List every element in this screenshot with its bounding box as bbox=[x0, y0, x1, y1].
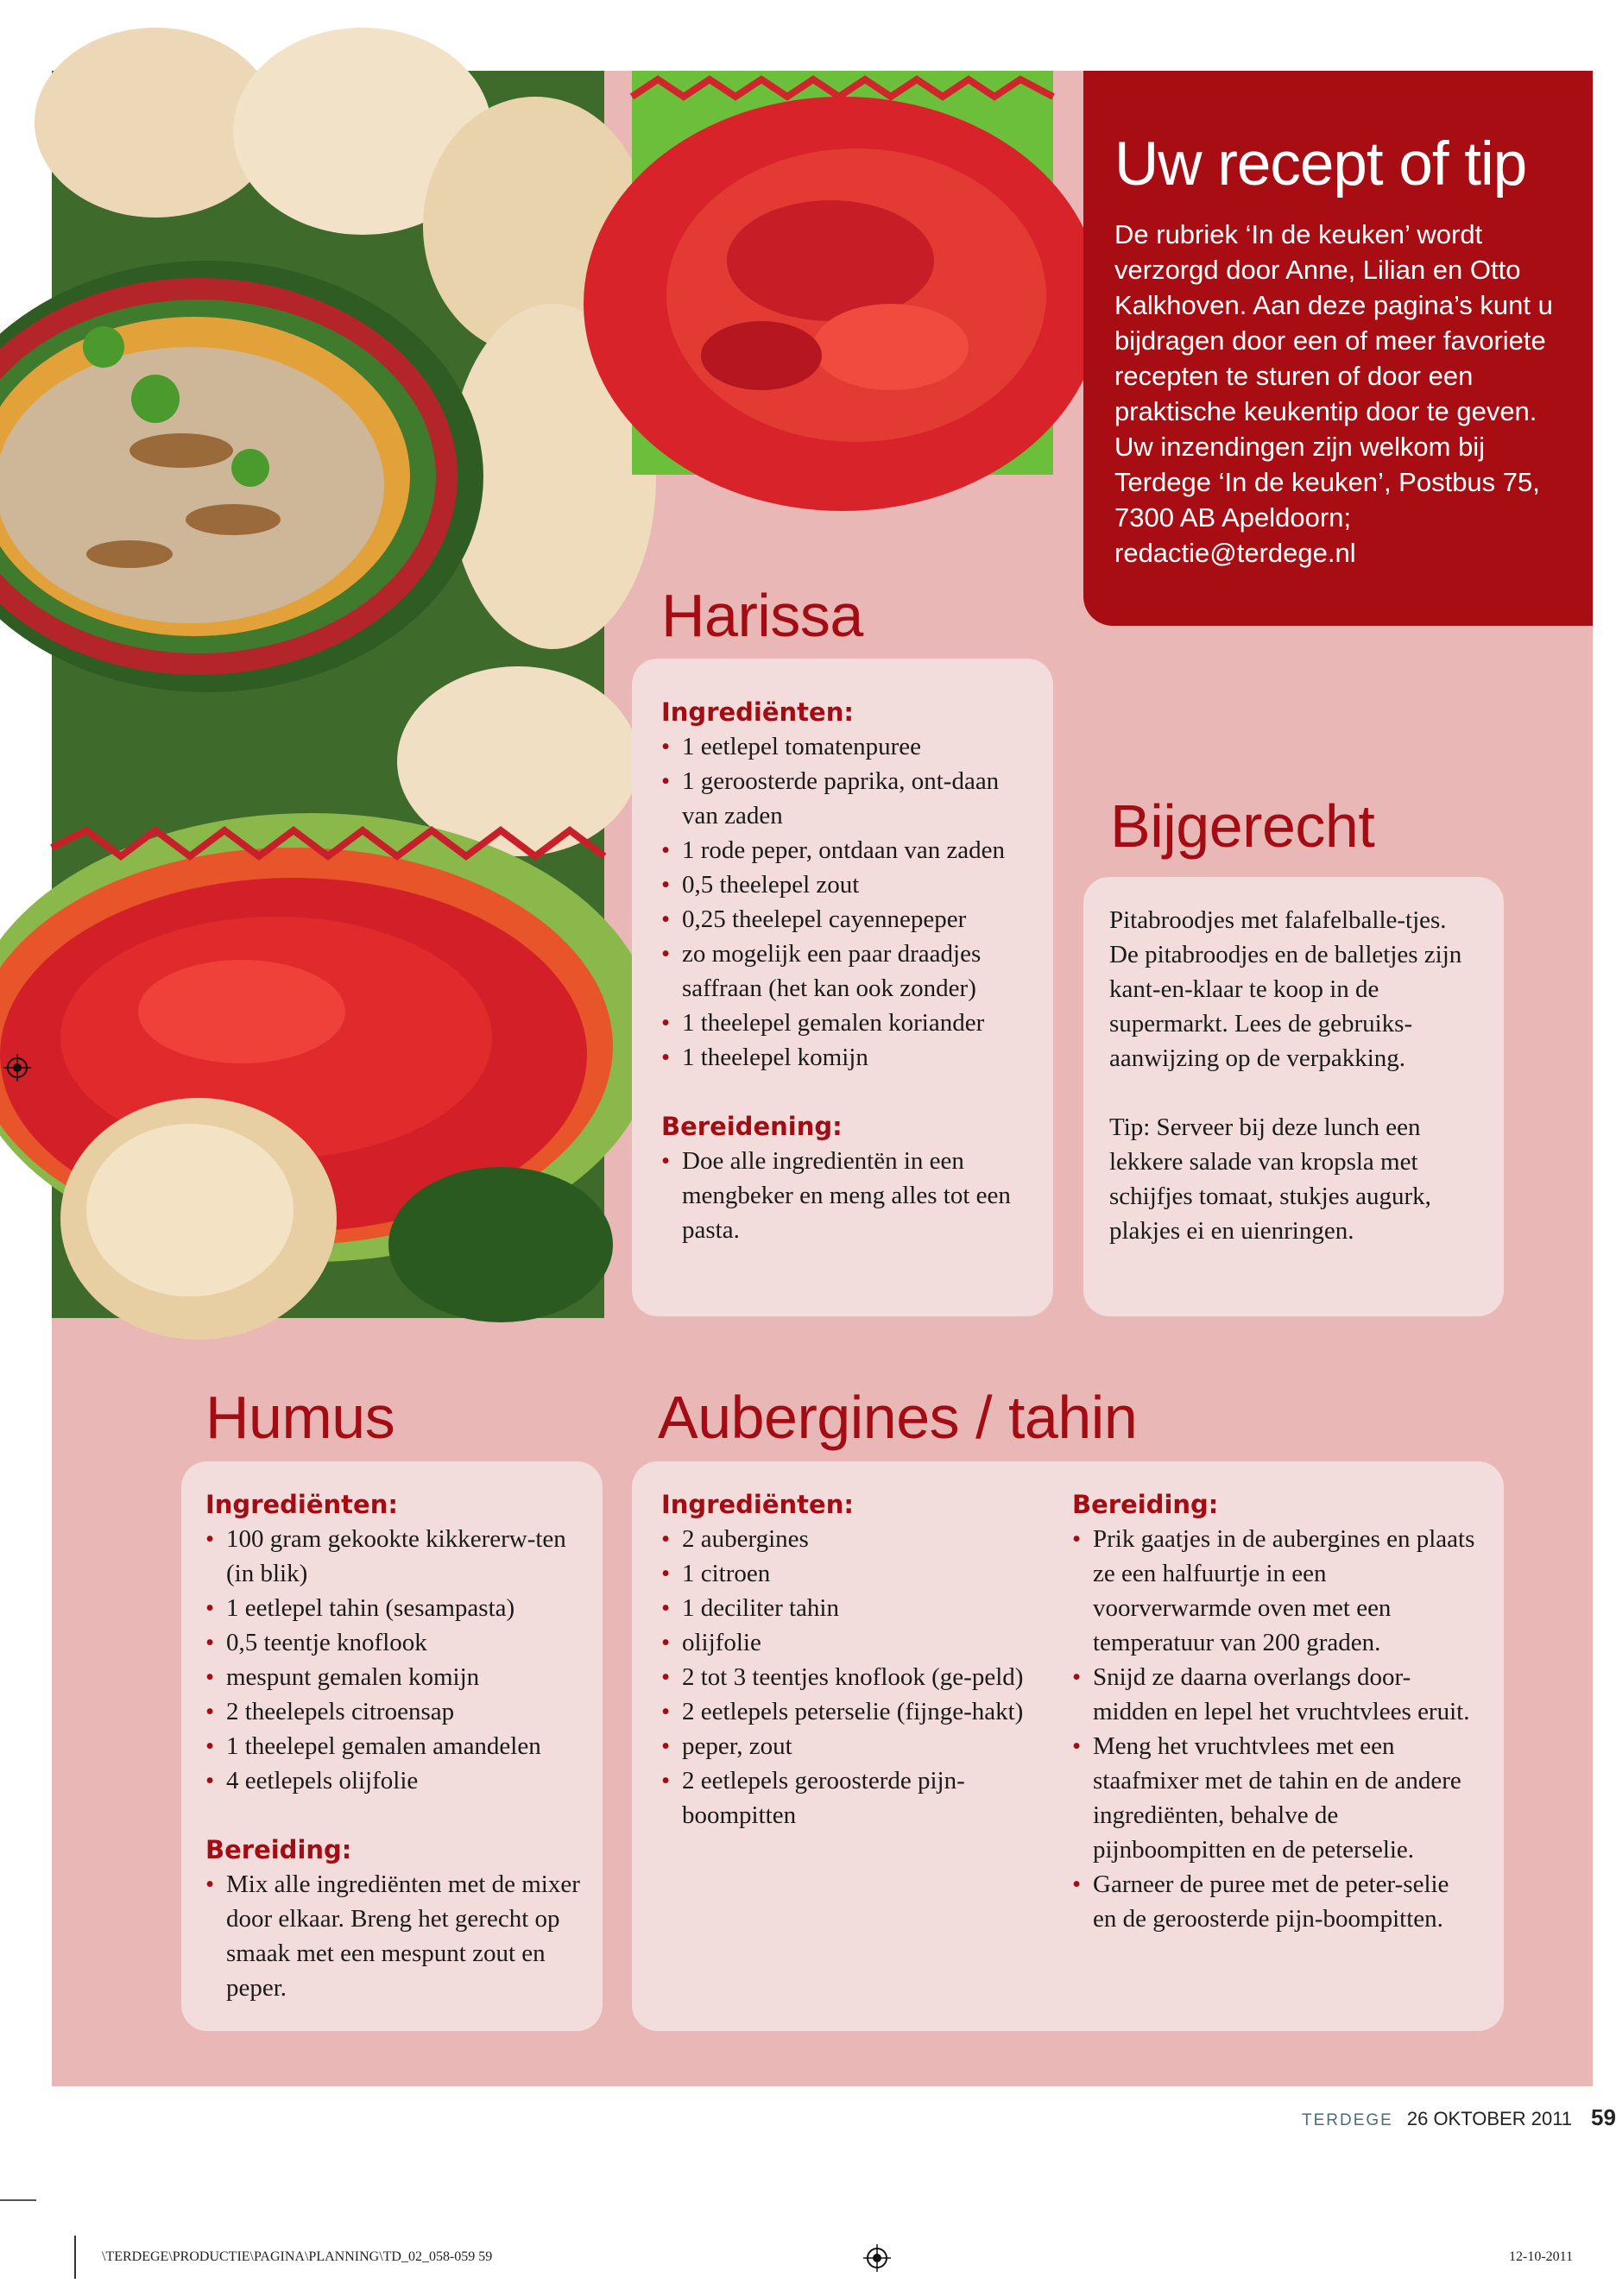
bijgerecht-dish: Pitabroodjes met falafelballe-tjes. bbox=[1109, 906, 1447, 934]
list-item: • zo mogelijk een paar draadjes saffraan (het kan ook zonder) bbox=[661, 937, 1029, 1006]
list-item: • 2 theelepels citroensap bbox=[205, 1694, 582, 1729]
food-photo-humus-harissa bbox=[52, 71, 604, 1318]
aubergines-title: Aubergines / tahin bbox=[658, 1384, 1138, 1451]
list-item: • Meng het vruchtvlees met een staafmixer met de tahin en de andere ingrediënten, behalve de pijnboompitten en de peterselie. bbox=[1072, 1729, 1478, 1867]
list-item: • 0,5 teentje knoflook bbox=[205, 1625, 582, 1660]
humus-preparation-label: Bereiding: bbox=[205, 1835, 352, 1864]
harissa-photo-illustration bbox=[632, 71, 1053, 475]
list-item: • 100 gram gekookte kikkererw-ten (in blik) bbox=[205, 1522, 582, 1591]
aubergines-preparation-label: Bereiding: bbox=[1072, 1490, 1219, 1519]
list-item: • Garneer de puree met de peter-selie en de geroosterde pijn-boompitten. bbox=[1072, 1867, 1478, 1936]
footer-brand: TERDEGE bbox=[1302, 2111, 1393, 2129]
list-item: • olijfolie bbox=[661, 1625, 1032, 1660]
aubergines-ingredients-column bbox=[661, 1487, 1032, 1832]
bijgerecht-title: Bijgerecht bbox=[1110, 792, 1375, 860]
footer-date: 26 OKTOBER 2011 bbox=[1406, 2108, 1573, 2129]
list-item: • 1 theelepel gemalen koriander bbox=[661, 1006, 1029, 1040]
list-item: • 2 eetlepels geroosterde pijn-boompitten bbox=[661, 1763, 1032, 1832]
slug-path: \TERDEGE\PRODUCTIE\PAGINA\PLANNING\TD_02_058-059 59 bbox=[102, 2249, 493, 2264]
humus-preparation-list bbox=[205, 1867, 582, 2005]
list-item: • Doe alle ingredientën in een mengbeker en meng alles tot een pasta. bbox=[661, 1144, 1029, 1247]
list-item: • 2 tot 3 teentjes knoflook (ge-peld) bbox=[661, 1660, 1032, 1694]
food-photo-illustration bbox=[52, 71, 604, 1318]
aubergines-preparation-column bbox=[1072, 1487, 1478, 1936]
list-item: • 1 geroosterde paprika, ont-daan van zaden bbox=[661, 764, 1029, 833]
list-item: • Prik gaatjes in de aubergines en plaats ze een halfuurtje in een voorverwarmde oven met een temperatuur van 200 graden. bbox=[1072, 1522, 1478, 1660]
list-item: • 0,25 theelepel cayennepeper bbox=[661, 902, 1029, 937]
registration-mark-icon bbox=[3, 1054, 31, 1082]
humus-ingredients-list bbox=[205, 1522, 582, 1798]
harissa-preparation-label: Bereidening: bbox=[661, 1112, 843, 1141]
crop-mark bbox=[0, 2199, 36, 2201]
harissa-photo bbox=[632, 71, 1053, 475]
harissa-preparation-list bbox=[661, 1144, 1029, 1247]
harissa-card bbox=[632, 659, 1053, 1316]
page-number: 59 bbox=[1591, 2104, 1616, 2130]
humus-card bbox=[181, 1461, 603, 2031]
harissa-title: Harissa bbox=[661, 582, 863, 649]
list-item: • 2 aubergines bbox=[661, 1522, 1032, 1556]
slug-date: 12-10-2011 bbox=[1509, 2249, 1574, 2264]
tip-text: De rubriek ‘In de keuken’ wordt verzorgd door Anne, Lilian en Otto Kalkhoven. Aan deze pagina’s kunt u bijdragen door een of meer favoriete recepten te sturen of door een praktische keukentip door te geven. Uw inzendingen zijn welkom bij Terdege ‘In de keuken’, Postbus 75, 7300 AB Apeldoorn; redactie@terdege.nl bbox=[1114, 219, 1553, 568]
harissa-ingredients-list bbox=[661, 729, 1029, 1075]
aubergines-card bbox=[632, 1461, 1504, 2031]
crop-mark bbox=[74, 2236, 76, 2279]
bijgerecht-description: De pitabroodjes en de balletjes zijn kant-en-klaar te koop in de supermarkt. Lees de gebruiks-aanwijzing op de verpakking. bbox=[1109, 941, 1462, 1072]
page-footer bbox=[1302, 2104, 1616, 2131]
bijgerecht-card bbox=[1083, 877, 1504, 1316]
aubergines-ingredients-list bbox=[661, 1522, 1032, 1832]
tip-title: Uw recept of tip bbox=[1114, 130, 1527, 199]
list-item: • Snijd ze daarna overlangs door-midden en lepel het vruchtvlees eruit. bbox=[1072, 1660, 1478, 1729]
tip-box bbox=[1083, 71, 1593, 626]
list-item: • Mix alle ingrediënten met de mixer door elkaar. Breng het gerecht op smaak met een mespunt zout en peper. bbox=[205, 1867, 582, 2005]
harissa-ingredients-label: Ingrediënten: bbox=[661, 697, 854, 727]
aubergines-preparation-list bbox=[1072, 1522, 1478, 1936]
bijgerecht-tip: Tip: Serveer bij deze lunch een lekkere salade van kropsla met schijfjes tomaat, stukjes augurk, plakjes ei en uienringen. bbox=[1109, 1113, 1431, 1245]
list-item: • 4 eetlepels olijfolie bbox=[205, 1763, 582, 1798]
list-item: • peper, zout bbox=[661, 1729, 1032, 1763]
list-item: • 1 rode peper, ontdaan van zaden bbox=[661, 833, 1029, 867]
list-item: • 1 deciliter tahin bbox=[661, 1591, 1032, 1625]
aubergines-ingredients-label: Ingrediënten: bbox=[661, 1490, 854, 1519]
list-item: • 1 theelepel komijn bbox=[661, 1040, 1029, 1075]
list-item: • 2 eetlepels peterselie (fijnge-hakt) bbox=[661, 1694, 1032, 1729]
list-item: • mespunt gemalen komijn bbox=[205, 1660, 582, 1694]
list-item: • 1 eetlepel tahin (sesampasta) bbox=[205, 1591, 582, 1625]
list-item: • 1 eetlepel tomatenpuree bbox=[661, 729, 1029, 764]
humus-ingredients-label: Ingrediënten: bbox=[205, 1490, 398, 1519]
list-item: • 0,5 theelepel zout bbox=[661, 867, 1029, 902]
registration-mark-icon bbox=[863, 2244, 891, 2272]
list-item: • 1 theelepel gemalen amandelen bbox=[205, 1729, 582, 1763]
humus-title: Humus bbox=[205, 1384, 395, 1451]
list-item: • 1 citroen bbox=[661, 1556, 1032, 1591]
